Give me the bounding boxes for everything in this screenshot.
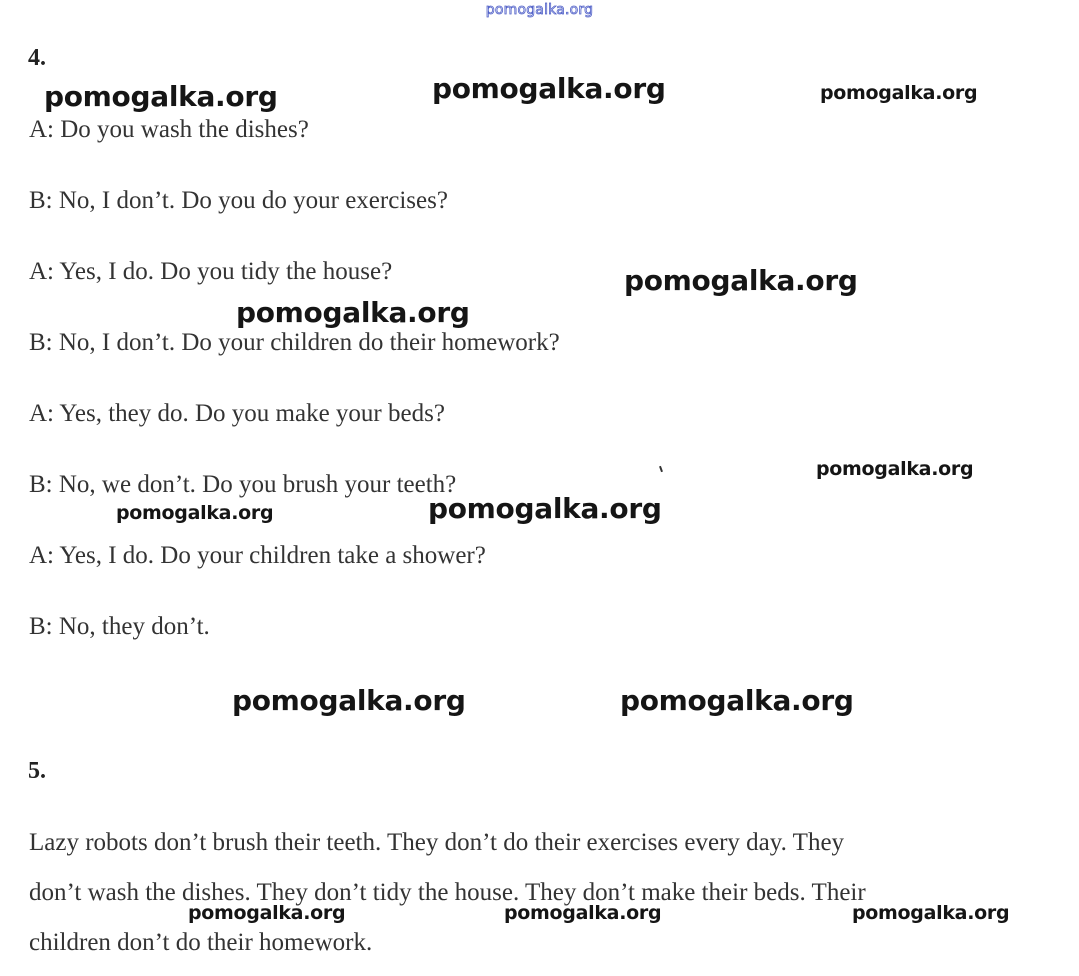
stray-mark: [659, 466, 663, 472]
watermark: pomogalka.org: [820, 82, 978, 104]
paragraph-line: don’t wash the dishes. They don’t tidy the house. They don’t make their beds. Their: [29, 879, 866, 906]
watermark: pomogalka.org: [432, 72, 666, 105]
watermark: pomogalka.org: [116, 502, 274, 524]
watermark: pomogalka.org: [852, 902, 1010, 924]
watermark: pomogalka.org: [44, 80, 278, 113]
watermark: pomogalka.org: [232, 684, 466, 717]
watermark: pomogalka.org: [504, 902, 662, 924]
header-watermark: pomogalka.org: [485, 2, 594, 18]
paragraph-line: Lazy robots don’t brush their teeth. They don’t do their exercises every day. They: [29, 829, 845, 856]
dialogue-line: A: Do you wash the dishes?: [29, 116, 309, 143]
watermark: pomogalka.org: [620, 684, 854, 717]
exercise-5-paragraph: [29, 818, 1049, 968]
watermark: pomogalka.org: [816, 458, 974, 480]
exercise-4-number: 4.: [28, 45, 46, 71]
watermark: pomogalka.org: [428, 492, 662, 525]
dialogue-line: B: No, they don’t.: [29, 613, 210, 640]
dialogue-line: B: No, we don’t. Do you brush your teeth?: [29, 471, 457, 498]
dialogue-line: A: Yes, I do. Do your children take a shower?: [29, 542, 486, 569]
dialogue-line: A: Yes, I do. Do you tidy the house?: [29, 258, 393, 285]
watermark: pomogalka.org: [236, 296, 470, 329]
dialogue-line: A: Yes, they do. Do you make your beds?: [29, 400, 445, 427]
watermark: pomogalka.org: [188, 902, 346, 924]
dialogue-line: B: No, I don’t. Do your children do their homework?: [29, 329, 560, 356]
paragraph-line: children don’t do their homework.: [29, 929, 373, 956]
dialogue-line: B: No, I don’t. Do you do your exercises?: [29, 187, 448, 214]
exercise-5-number: 5.: [28, 758, 46, 784]
watermark: pomogalka.org: [624, 264, 858, 297]
